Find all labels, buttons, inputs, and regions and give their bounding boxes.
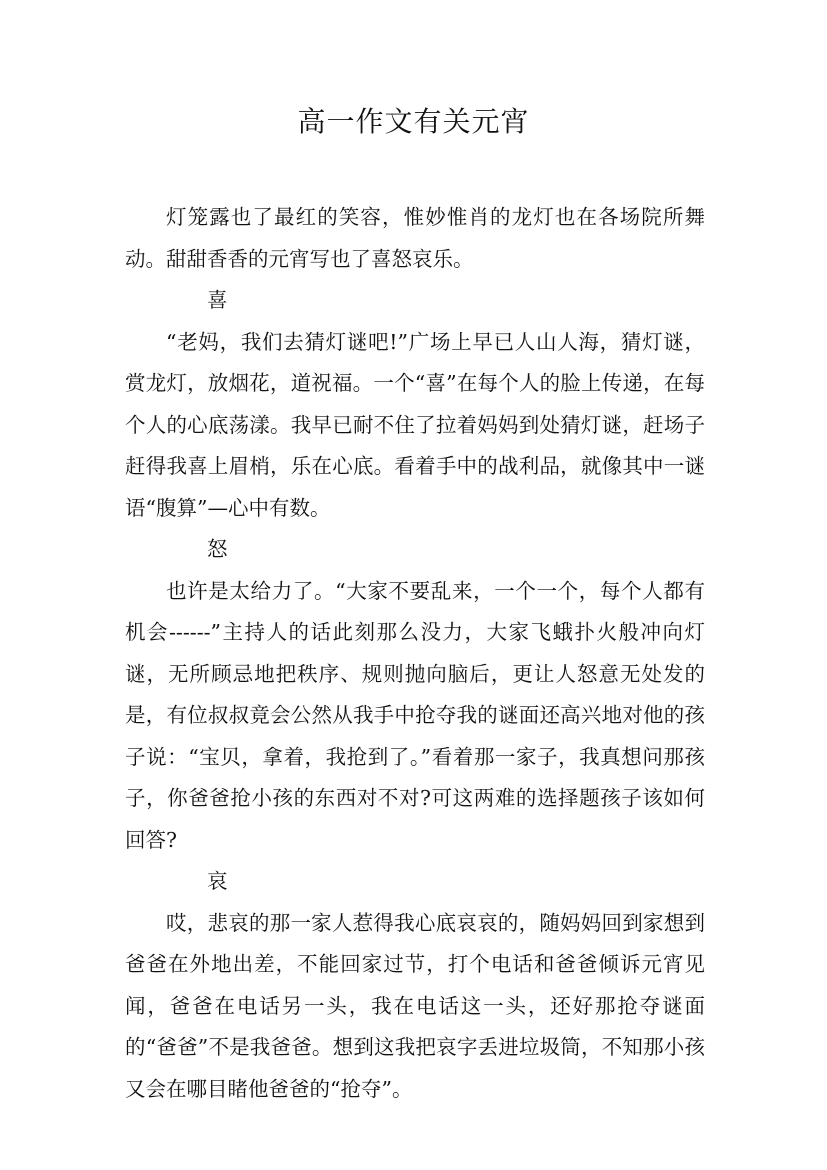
section-heading-sorrow: 哀 [207,869,228,893]
paragraph-anger: 也许是太给力了。“大家不要乱来，一个一个，每个人都有机会------”主持人的话此刻那么没力，大家飞蛾扑火般冲向灯谜，无所顾忌地把秩序、规则抛向脑后，更让人怒意无处发的是，有位叔叔竟会公然从我手中抢夺我的谜面还高兴地对他的孩子说：“宝贝，拿着，我抢到了。”看着那一家子，我真想问那孩子，你爸爸抢小孩的东西对不对?可这两难的选择题孩子该如何回答? [125,578,705,852]
paragraph-intro: 灯笼露也了最红的笑容，惟妙惟肖的龙灯也在各场院所舞动。甜甜香香的元宵写也了喜怒哀乐。 [125,205,705,271]
section-heading-joy: 喜 [207,288,228,312]
paragraph-joy: “老妈，我们去猜灯谜吧!”广场上早已人山人海，猜灯谜，赏龙灯，放烟花，道祝福。一个“喜”在每个人的脸上传递，在每个人的心底荡漾。我早已耐不住了拉着妈妈到处猜灯谜，赶场子赶得我喜上眉梢，乐在心底。看着手中的战利品，就像其中一谜语“腹算”—心中有数。 [125,329,705,520]
section-heading-anger: 怒 [207,537,228,561]
paragraph-sorrow: 哎，悲哀的那一家人惹得我心底哀哀的，随妈妈回到家想到爸爸在外地出差，不能回家过节，打个电话和爸爸倾诉元宵见闻，爸爸在电话另一头，我在电话这一头，还好那抢夺谜面的“爸爸”不是我爸爸。想到这我把哀字丢进垃圾筒，不知那小孩又会在哪目睹他爸爸的“抢夺”。 [125,910,705,1101]
page-title: 高一作文有关元宵 [297,105,530,138]
essay-body [125,197,705,1110]
